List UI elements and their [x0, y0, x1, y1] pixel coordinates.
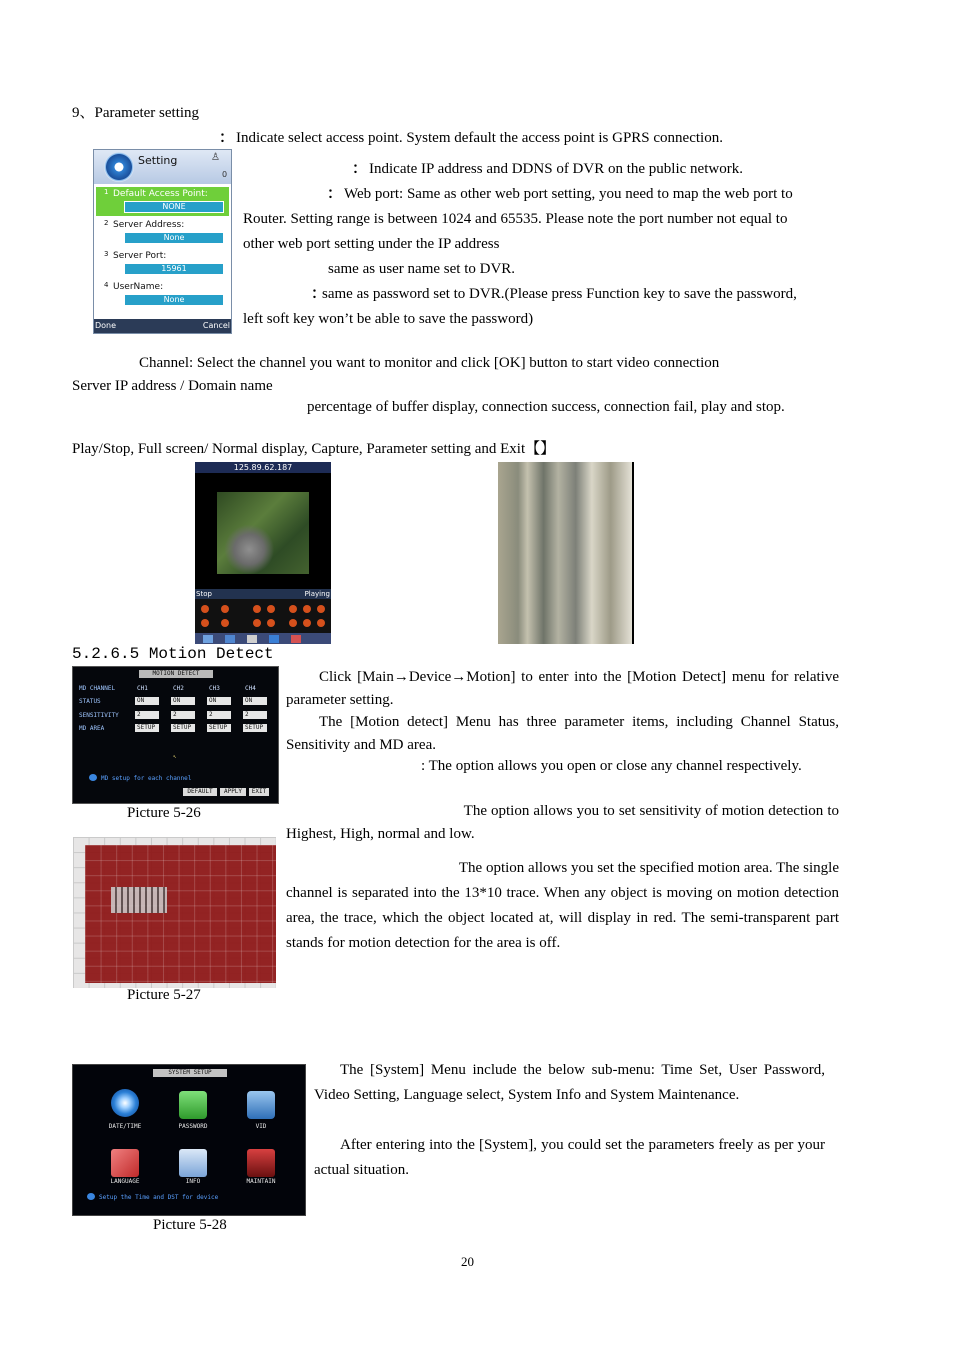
settings-globe-icon [104, 152, 134, 182]
server-ip-text: Server IP address / Domain name [72, 378, 273, 394]
phone-setting-screenshot [93, 149, 232, 334]
system-setup-screenshot [72, 1064, 306, 1216]
colon: ： [311, 286, 327, 302]
md-status-select[interactable]: ON [135, 697, 159, 705]
md-area-setup-button[interactable]: SETUP [171, 724, 195, 732]
password-icon[interactable] [179, 1091, 207, 1119]
info-icon[interactable] [179, 1149, 207, 1177]
md-status-select[interactable]: ON [207, 697, 231, 705]
md-sensitivity-select[interactable]: 2 [243, 711, 267, 719]
hint-globe-icon [87, 1193, 95, 1200]
field-label: UserName: [113, 282, 164, 292]
md-area-setup-button[interactable]: SETUP [207, 724, 231, 732]
motion-area-grid-screenshot [73, 837, 276, 988]
page-number: 20 [461, 1254, 474, 1269]
server-port-text: Web port: Same as other web port setting, you need to map the web port to [344, 186, 793, 202]
motion-paragraph-5: The option allows you set the specified motion area. The single channel is separated into the 13*10 trace. When any object is moving on motion detection area, the trace, which the object located at, will display in red. The semi-transparent part stands for motion detection for the area is off. [286, 860, 839, 951]
player-status-bar [195, 589, 331, 599]
system-paragraph-1: The [System] Menu include the below sub-menu: Time Set, User Password, Video Setting, Language select, System Info and System Maintenance. [314, 1062, 825, 1103]
vid-label: VID [255, 1123, 267, 1130]
md-area-setup-button[interactable]: SETUP [135, 724, 159, 732]
arrow-up-button[interactable] [253, 605, 261, 613]
motion-paragraph-4: The option allows you to set sensitivity of motion detection to Highest, High, normal and low. [286, 803, 839, 842]
field-server-address[interactable]: 2 Server Address: None [96, 218, 229, 247]
phone-header [94, 150, 231, 184]
field-username[interactable]: 4 UserName: None [96, 280, 229, 309]
md-row-label: MD AREA [79, 725, 105, 732]
exit-icon[interactable] [291, 635, 301, 643]
buffer-text: percentage of buffer display, connection success, connection fail, play and stop. [307, 399, 785, 415]
md-channel-header: CH4 [245, 685, 256, 692]
field-value: 15961 [124, 263, 224, 275]
default-button[interactable]: DEFAULT [183, 788, 217, 796]
md-area-setup-button[interactable]: SETUP [243, 724, 267, 732]
zoom-in-button[interactable] [289, 605, 297, 613]
phone-softkey-bar [94, 319, 231, 333]
md-row-label: STATUS [79, 698, 101, 705]
cancel-softkey[interactable]: Cancel [202, 321, 230, 330]
video-player-screenshot [195, 462, 331, 644]
field-server-port[interactable]: 3 Server Port: 15961 [96, 249, 229, 278]
maintain-icon[interactable] [247, 1149, 275, 1177]
motion-detect-heading: 5.2.6.5 Motion Detect [72, 645, 274, 663]
field-label: Server Address: [113, 220, 185, 230]
password-text-2: left soft key won’t be able to save the password) [243, 311, 534, 327]
field-label: Default Access Point: [113, 189, 208, 199]
md-channel-header: CH1 [137, 685, 148, 692]
sys-hint: Setup the Time and DST for device [99, 1194, 219, 1201]
field-label: Server Port: [113, 251, 167, 261]
field-value: None [124, 294, 224, 306]
sys-menu-title: SYSTEM SETUP [153, 1069, 227, 1077]
picture-caption: Picture 5-28 [153, 1217, 227, 1233]
settings-icon[interactable] [269, 635, 279, 643]
player-controls [195, 599, 331, 633]
md-status-select[interactable]: ON [243, 697, 267, 705]
md-status-select[interactable]: ON [171, 697, 195, 705]
iris-in-button[interactable] [317, 605, 325, 613]
system-paragraph-2: After entering into the [System], you could set the parameters freely as per your actual situation. [314, 1137, 825, 1178]
field-value: None [124, 232, 224, 244]
picture-caption: Picture 5-27 [127, 987, 201, 1003]
md-row-label: SENSITIVITY [79, 712, 119, 719]
motion-area-overlay [85, 845, 276, 983]
language-label: LANGUAGE [110, 1178, 140, 1185]
colon: ： [352, 161, 368, 177]
language-icon[interactable] [111, 1149, 139, 1177]
iris-out-button[interactable] [317, 619, 325, 627]
vid-icon[interactable] [247, 1091, 275, 1119]
md-sensitivity-select[interactable]: 2 [171, 711, 195, 719]
server-port-text-2: Router. Setting range is between 1024 and 65535. Please note the port number not equal to [243, 211, 788, 227]
signal-indicator: 0 [222, 170, 228, 179]
focus-in-button[interactable] [303, 605, 311, 613]
md-row-label: MD CHANNEL [79, 685, 116, 692]
play-controls-text: Play/Stop, Full screen/ Normal display, Capture, Parameter setting and Exit【】 [72, 441, 556, 457]
section-heading: 9、Parameter setting [72, 105, 200, 121]
motion-paragraph-3: : The option allows you open or close any channel respectively. [286, 758, 802, 774]
info-label: INFO [185, 1178, 201, 1185]
camera-view [217, 492, 309, 574]
date-time-label: DATE/TIME [108, 1123, 142, 1130]
motion-detect-menu-screenshot [72, 666, 279, 804]
password-text: same as password set to DVR.(Please press Function key to save the password, [322, 286, 797, 302]
hint-globe-icon [89, 774, 97, 781]
capture-icon[interactable] [247, 635, 257, 643]
date-time-icon[interactable] [111, 1089, 139, 1117]
stop-status: Stop [196, 590, 212, 598]
player-toolbar [195, 633, 331, 644]
focus-out-button[interactable] [303, 619, 311, 627]
md-sensitivity-select[interactable]: 2 [207, 711, 231, 719]
channel-text: Channel: Select the channel you want to monitor and click [OK] button to start video connection [139, 355, 720, 371]
fullscreen-camera-image [498, 462, 634, 644]
fullscreen-icon[interactable] [225, 635, 235, 643]
cursor-icon: ↖ [173, 753, 177, 760]
channel-3-button[interactable] [201, 619, 209, 627]
username-text: same as user name set to DVR. [328, 261, 516, 277]
server-address-text: Indicate IP address and DDNS of DVR on the public network. [369, 161, 743, 177]
channel-4-button[interactable] [221, 619, 229, 627]
user-icon: ♙ [211, 152, 220, 163]
password-label: PASSWORD [178, 1123, 208, 1130]
zoom-out-button[interactable] [289, 619, 297, 627]
md-channel-header: CH3 [209, 685, 220, 692]
md-menu-title: MOTION DETECT [139, 670, 213, 678]
motion-paragraph-1: Click [Main→Device→Motion] to enter into the [Motion Detect] menu for relative parameter setting. [286, 669, 839, 708]
picture-caption: Picture 5-26 [127, 805, 201, 821]
md-sensitivity-select[interactable]: 2 [135, 711, 159, 719]
apply-button[interactable]: APPLY [220, 788, 246, 796]
moving-object [111, 887, 167, 913]
server-port-text-3: other web port setting under the IP address [243, 236, 500, 252]
colon: ： [327, 186, 343, 202]
maintain-label: MAINTAIN [246, 1178, 276, 1185]
exit-button[interactable]: EXIT [249, 788, 269, 796]
done-softkey[interactable]: Done [95, 321, 117, 330]
field-default-access-point[interactable]: 1 Default Access Point: NONE [96, 187, 229, 216]
playing-status: Playing [304, 590, 330, 598]
field-value: NONE [124, 201, 224, 213]
arrow-left-button[interactable] [253, 619, 261, 627]
arrow-down-button[interactable] [267, 619, 275, 627]
md-channel-header: CH2 [173, 685, 184, 692]
motion-paragraph-2: The [Motion detect] Menu has three parameter items, including Channel Status, Sensitivity and MD area. [286, 714, 839, 753]
player-ip-bar: 125.89.62.187 [195, 462, 331, 473]
md-hint: MD setup for each channel [101, 775, 192, 782]
colon: ： [219, 130, 235, 146]
access-point-text: Indicate select access point. System default the access point is GPRS connection. [236, 130, 723, 146]
phone-title: Setting [138, 154, 178, 167]
channel-1-button[interactable] [201, 605, 209, 613]
channel-2-button[interactable] [221, 605, 229, 613]
arrow-right-button[interactable] [267, 605, 275, 613]
play-stop-icon[interactable] [203, 635, 213, 643]
